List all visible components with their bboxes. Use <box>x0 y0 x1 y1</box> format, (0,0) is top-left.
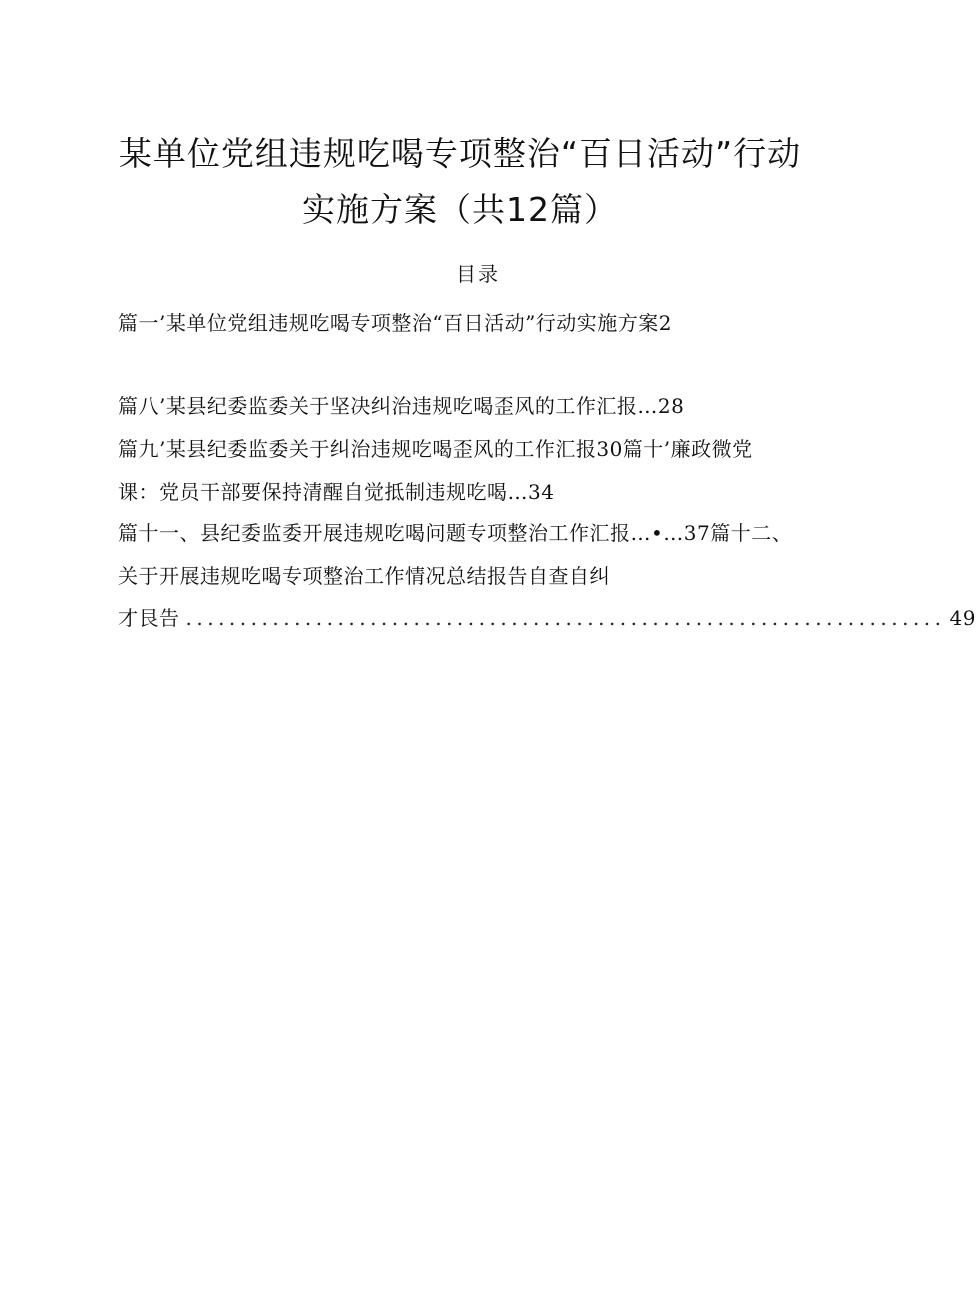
document-title-line-1: 某单位党组违规吃喝专项整治“百日活动”行动 <box>118 134 802 173</box>
toc-page-number: 49 <box>949 606 976 630</box>
toc-dot-leader: ...................................................................... <box>185 606 946 630</box>
toc-entry-11-12: 篇十一、县纪委监委开展违规吃喝问题专项整治工作汇报…•…37篇十二、 <box>118 521 793 545</box>
toc-entry-12-end <box>118 602 976 631</box>
toc-heading: 目录 <box>456 262 500 286</box>
toc-entry-1: 篇一’某单位党组违规吃喝专项整治“百日活动”行动实施方案2 <box>118 311 673 335</box>
document-title-line-2: 实施方案（共12篇） <box>302 190 618 229</box>
toc-entry-12-end-text: 才艮告 <box>118 606 180 630</box>
toc-entry-9-10: 篇九’某县纪委监委关于纠治违规吃喝歪风的工作汇报30篇十’廉政微党 <box>118 437 753 461</box>
toc-entry-10-continued: 课：党员干部要保持清醒自觉抵制违规吃喝…34 <box>118 480 555 504</box>
toc-entry-8: 篇八’某县纪委监委关于坚决纠治违规吃喝歪风的工作汇报…28 <box>118 394 685 418</box>
toc-entry-12-continued: 关于开展违规吃喝专项整治工作情况总结报告自查自纠 <box>118 564 610 588</box>
